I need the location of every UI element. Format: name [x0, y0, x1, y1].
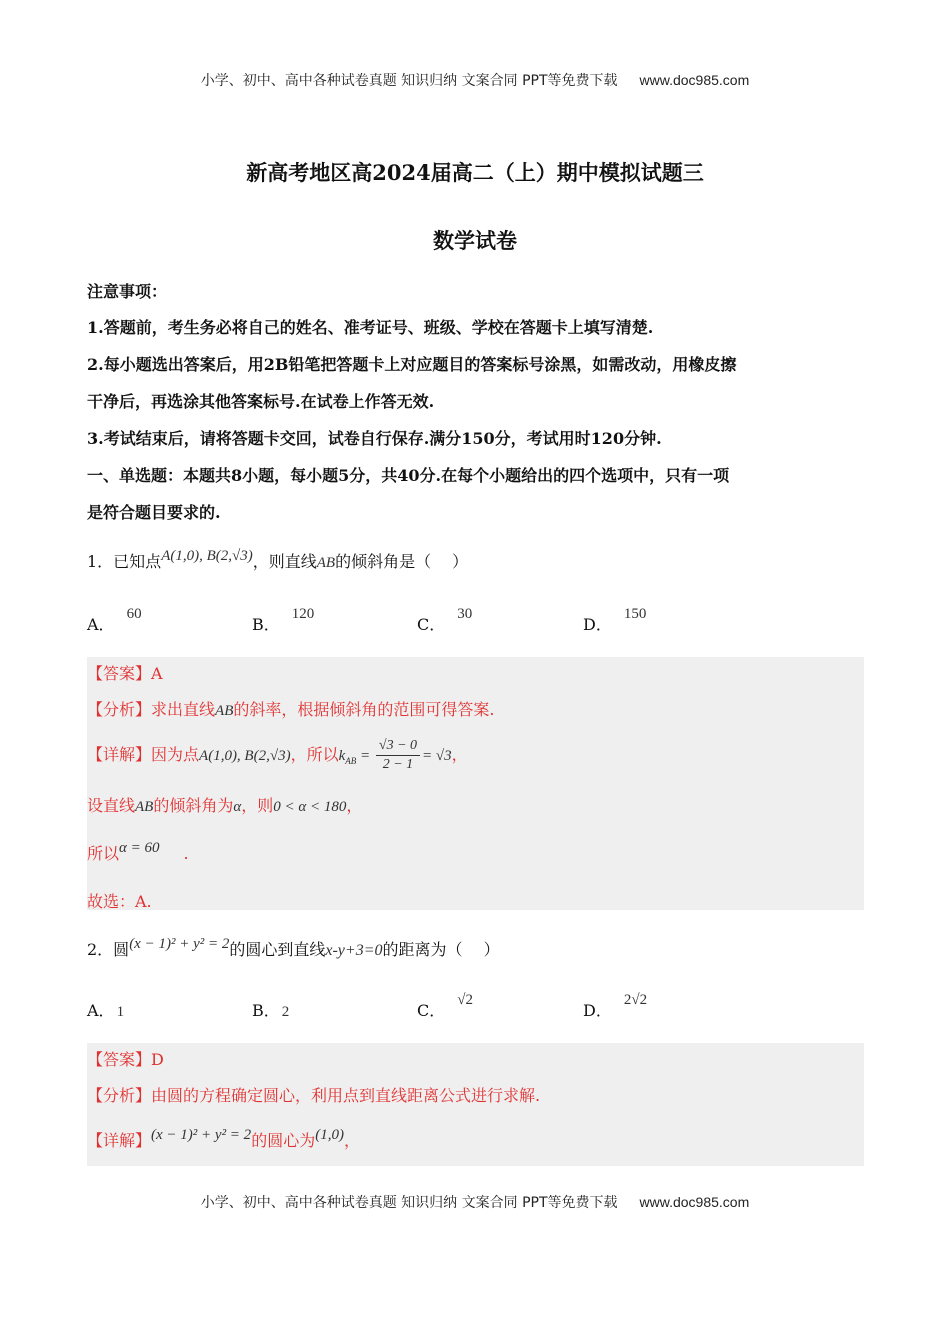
q1-angle-range: 0 < α < 180: [273, 799, 347, 815]
q2-option-d[interactable]: D．2√2: [583, 992, 648, 1020]
q1-option-c-value: 30: [457, 606, 473, 622]
q2-circle-center: (1,0): [315, 1127, 344, 1143]
q1-option-d-value: 150: [623, 606, 647, 622]
q1-mid: ，则直线: [252, 552, 317, 571]
q1-detail: 【详解】因为点A(1,0), B(2,√3)，所以$k_{AB}$ = $\frac{√3 - 0}{2 - 1}$ = √3，: [87, 738, 468, 772]
note-2a: 2.每小题选出答案后，用2B铅笔把答题卡上对应题目的答案标号涂黑，如需改动，用橡皮擦: [87, 355, 737, 374]
note-2b: 干净后，再选涂其他答案标号.在试卷上作答无效.: [87, 392, 435, 411]
q2-detail: 【详解】(x − 1)² + y² = 2的圆心为(1,0)，: [87, 1127, 360, 1150]
q2-circle-equation: (x − 1)² + y² = 2: [129, 936, 230, 952]
q1-option-c[interactable]: C．30: [417, 606, 473, 634]
q1-prefix: 1．已知点: [87, 552, 162, 571]
notes-heading: 注意事项：: [87, 282, 168, 301]
page-header: [0, 70, 950, 90]
q1-option-a[interactable]: A．60: [87, 606, 142, 634]
header-text: 小学、初中、高中各种试卷真题 知识归纳 文案合同 PPT等免费下载: [200, 73, 618, 89]
section-heading-line1: 一、单选题：本题共8小题，每小题5分，共40分.在每个小题给出的四个选项中，只有一项: [87, 466, 730, 485]
q2-option-b[interactable]: B． 2: [252, 1001, 290, 1020]
q2-option-c-value: √2: [457, 992, 473, 1008]
q1-option-b[interactable]: B．120: [252, 606, 315, 634]
footer-site-link[interactable]: www.doc985.com: [639, 1194, 750, 1210]
q2-answer: 【答案】D: [87, 1050, 164, 1069]
q1-answer: 【答案】A: [87, 664, 163, 683]
footer-text: 小学、初中、高中各种试卷真题 知识归纳 文案合同 PPT等免费下载: [200, 1195, 618, 1211]
q2-analysis: 【分析】由圆的方程确定圆心，利用点到直线距离公式进行求解.: [87, 1086, 541, 1105]
section-heading-line2: 是符合题目要求的.: [87, 503, 221, 522]
page-footer: [0, 1192, 950, 1212]
q1-option-d[interactable]: D．150: [583, 606, 647, 634]
q1-detail-line3: 所以α = 60 .: [87, 840, 189, 863]
q2-line-equation: x-y+3=0: [325, 942, 383, 959]
question-1-stem: [87, 549, 468, 572]
q1-slope-fraction: $\frac{√3 - 0}{2 - 1}$: [376, 737, 420, 774]
q2-option-c[interactable]: C．√2: [417, 992, 473, 1020]
q1-detail-line2: 设直线AB的倾斜角为α，则0 < α < 180，: [87, 796, 363, 815]
q1-points-formula: A(1,0), B(2,√3): [161, 548, 253, 564]
note-1: 1.答题前，考生务必将自己的姓名、准考证号、班级、学校在答题卡上填写清楚.: [87, 318, 654, 337]
q1-option-a-value: 60: [126, 606, 142, 622]
q2-option-a-value: 1: [116, 1004, 125, 1020]
q1-suffix: 的倾斜角是（ ）: [335, 552, 469, 571]
q1-answer-value: A: [151, 664, 163, 683]
q2-option-b-value: 2: [281, 1004, 290, 1020]
q2-option-d-value: 2√2: [623, 992, 648, 1008]
q1-result: α = 60: [119, 840, 160, 856]
q1-detail-points: A(1,0), B(2,√3): [199, 748, 291, 764]
q2-answer-value: D: [151, 1050, 164, 1069]
q1-answer-box: [87, 657, 864, 910]
q2-option-a[interactable]: A． 1: [87, 1001, 125, 1020]
page-subtitle: 数学试卷: [433, 228, 517, 253]
q1-option-b-value: 120: [291, 606, 315, 622]
page-title: 新高考地区高2024届高二（上）期中模拟试题三: [246, 160, 704, 185]
question-2-stem: 2．圆(x − 1)² + y² = 2的圆心到直线x-y+3=0的距离为（ ）: [87, 936, 500, 959]
q1-final: 故选：A.: [87, 892, 152, 911]
q1-analysis: 【分析】求出直线AB的斜率，根据倾斜角的范围可得答案.: [87, 700, 495, 719]
note-3: 3.考试结束后，请将答题卡交回，试卷自行保存.满分150分，考试用时120分钟.: [87, 429, 662, 448]
header-site-link[interactable]: www.doc985.com: [639, 72, 750, 88]
q1-line-ab: AB: [316, 555, 336, 571]
